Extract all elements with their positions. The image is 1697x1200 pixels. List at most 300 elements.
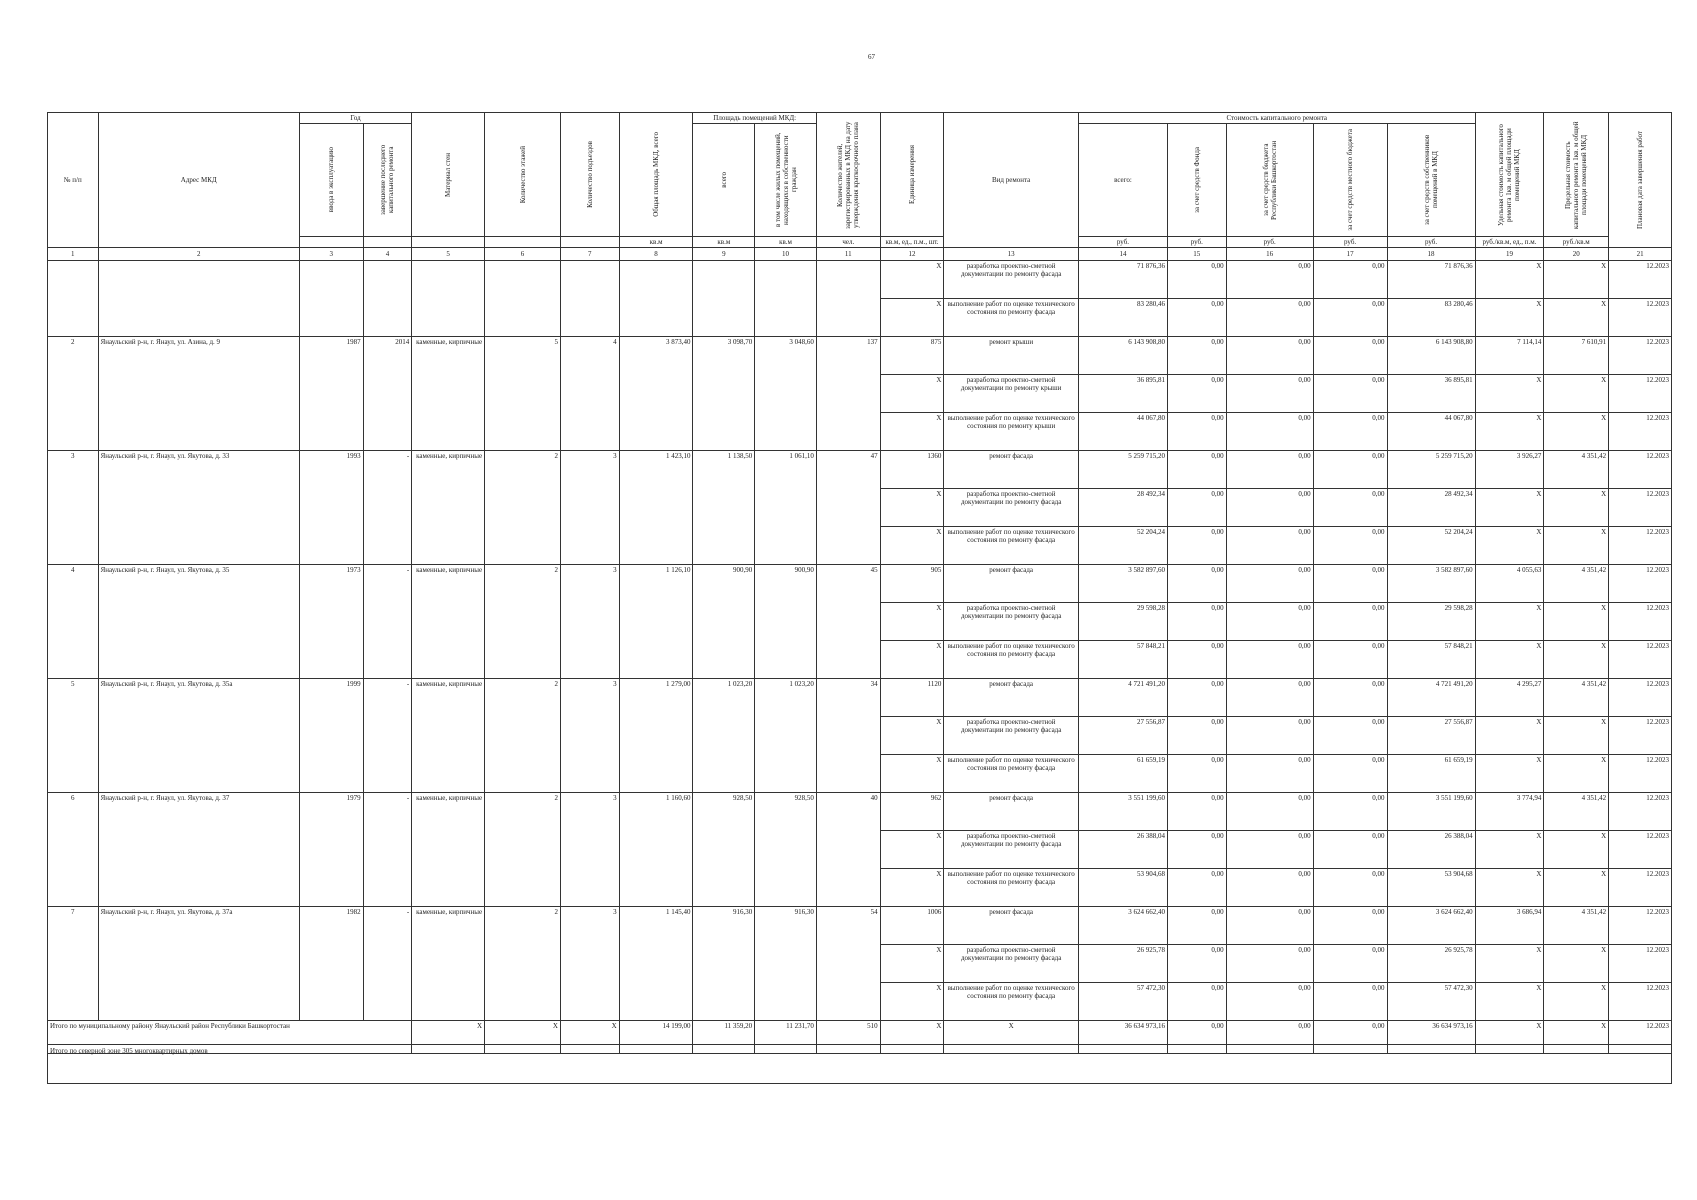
header-commission-year: ввода в эксплуатацию bbox=[299, 124, 363, 237]
area-residential-cell: 1 023,20 bbox=[755, 679, 817, 793]
cost-owners-cell: 4 721 491,20 bbox=[1387, 679, 1475, 717]
planned-date-cell: 12.2023 bbox=[1609, 755, 1672, 793]
planned-date-cell: 12.2023 bbox=[1609, 679, 1672, 717]
unit-cost-cell: 3 774,94 bbox=[1475, 793, 1544, 831]
cost-republic-cell: 0,00 bbox=[1226, 869, 1313, 907]
cost-owners-cell: 57 472,30 bbox=[1387, 983, 1475, 1021]
header-total-area: Общая площадь МКД, всего bbox=[619, 113, 693, 237]
cost-local-cell: 0,00 bbox=[1313, 337, 1387, 375]
cost-republic-cell: 0,00 bbox=[1226, 603, 1313, 641]
planned-date-cell: 12.2023 bbox=[1609, 337, 1672, 375]
planned-date-cell: 12.2023 bbox=[1609, 565, 1672, 603]
header-unit-blank bbox=[299, 237, 363, 248]
unit-cell: X bbox=[880, 603, 944, 641]
planned-date-cell: 12.2023 bbox=[1609, 869, 1672, 907]
limit-cost-cell: 7 610,91 bbox=[1544, 337, 1609, 375]
unit-cost-cell: X bbox=[1475, 641, 1544, 679]
unit-cell: X bbox=[880, 755, 944, 793]
limit-cost-cell: X bbox=[1544, 755, 1609, 793]
cost-total-cell: 26 925,78 bbox=[1078, 945, 1167, 983]
planned-date-cell: 12.2023 bbox=[1609, 261, 1672, 299]
limit-cost-cell: X bbox=[1544, 299, 1609, 337]
planned-date-cell: 12.2023 bbox=[1609, 907, 1672, 945]
repair-type-cell: разработка проектно-сметной документации по ремонту фасада bbox=[944, 489, 1079, 527]
cost-republic-cell: 0,00 bbox=[1226, 641, 1313, 679]
cost-republic-cell: 0,00 bbox=[1226, 489, 1313, 527]
limit-cost-cell: X bbox=[1544, 983, 1609, 1021]
unit-cost-cell: X bbox=[1475, 983, 1544, 1021]
unit-cell: 1360 bbox=[880, 451, 944, 489]
limit-cost-cell: X bbox=[1544, 413, 1609, 451]
page-number: 67 bbox=[868, 53, 875, 61]
total-area-cell: 3 873,40 bbox=[619, 337, 693, 451]
header-unit-9: кв.м bbox=[693, 237, 755, 248]
unit-cost-cell: X bbox=[1475, 717, 1544, 755]
cost-total-cell: 36 895,81 bbox=[1078, 375, 1167, 413]
cost-total-cell: 29 598,28 bbox=[1078, 603, 1167, 641]
repair-type-cell: ремонт фасада bbox=[944, 793, 1079, 831]
unit-cell: X bbox=[880, 983, 944, 1021]
header-last-repair-year: завершение последнего капитального ремонта bbox=[363, 124, 412, 237]
area-residential-cell: 900,90 bbox=[755, 565, 817, 679]
cost-owners-cell: 36 895,81 bbox=[1387, 375, 1475, 413]
cost-local-cell: 0,00 bbox=[1313, 983, 1387, 1021]
area-residential-cell: 3 048,60 bbox=[755, 337, 817, 451]
cost-owners-cell: 26 925,78 bbox=[1387, 945, 1475, 983]
cost-fund-cell: 0,00 bbox=[1167, 755, 1226, 793]
repair-type-cell: ремонт крыши bbox=[944, 337, 1079, 375]
cost-fund-cell: 0,00 bbox=[1167, 299, 1226, 337]
limit-cost-cell: X bbox=[1544, 641, 1609, 679]
unit-cell: X bbox=[880, 489, 944, 527]
address-cell: Янаульский р-н, г. Янаул, ул. Якутова, д. 35 bbox=[98, 565, 299, 679]
cost-local-cell: 0,00 bbox=[1313, 793, 1387, 831]
last-repair-year-cell: 2014 bbox=[363, 337, 412, 451]
total-entrances-cell: X bbox=[560, 1021, 619, 1054]
entrances-cell: 3 bbox=[560, 793, 619, 907]
unit-cell: X bbox=[880, 717, 944, 755]
cost-total-cell: 26 388,04 bbox=[1078, 831, 1167, 869]
column-number-cell: 10 bbox=[755, 248, 817, 261]
north-zone-total-footer bbox=[47, 1044, 1672, 1084]
carry-empty-cell bbox=[619, 261, 693, 337]
cost-republic-cell: 0,00 bbox=[1226, 337, 1313, 375]
repair-type-cell: выполнение работ по оценке технического состояния по ремонту крыши bbox=[944, 413, 1079, 451]
header-planned-date: Плановая дата завершения работ bbox=[1609, 113, 1672, 248]
limit-cost-cell: X bbox=[1544, 869, 1609, 907]
commission-year-cell: 1973 bbox=[299, 565, 363, 679]
cost-local-cell: 0,00 bbox=[1313, 451, 1387, 489]
total-planned-date-cell: 12.2023 bbox=[1609, 1021, 1672, 1054]
limit-cost-cell: 4 351,42 bbox=[1544, 907, 1609, 945]
total-unit-cost-cell: X bbox=[1475, 1021, 1544, 1054]
cost-fund-cell: 0,00 bbox=[1167, 337, 1226, 375]
header-unit-10: кв.м bbox=[755, 237, 817, 248]
table-row bbox=[48, 451, 1672, 489]
header-unit-14: руб. bbox=[1078, 237, 1167, 248]
header-unit-15: руб. bbox=[1167, 237, 1226, 248]
cost-fund-cell: 0,00 bbox=[1167, 717, 1226, 755]
repair-type-cell: ремонт фасада bbox=[944, 451, 1079, 489]
row-number-cell: 5 bbox=[48, 679, 99, 793]
limit-cost-cell: X bbox=[1544, 717, 1609, 755]
planned-date-cell: 12.2023 bbox=[1609, 451, 1672, 489]
header-cost-owners: за счет средств собственников помещений в МКД bbox=[1387, 124, 1475, 237]
planned-date-cell: 12.2023 bbox=[1609, 375, 1672, 413]
cost-republic-cell: 0,00 bbox=[1226, 907, 1313, 945]
header-wall-material: Материал стен bbox=[412, 113, 485, 237]
cost-total-cell: 27 556,87 bbox=[1078, 717, 1167, 755]
cost-republic-cell: 0,00 bbox=[1226, 945, 1313, 983]
residents-cell: 40 bbox=[816, 793, 880, 907]
cost-local-cell: 0,00 bbox=[1313, 869, 1387, 907]
planned-date-cell: 12.2023 bbox=[1609, 527, 1672, 565]
limit-cost-cell: 4 351,42 bbox=[1544, 565, 1609, 603]
table-row bbox=[48, 337, 1672, 375]
cost-republic-cell: 0,00 bbox=[1226, 375, 1313, 413]
unit-cell: 875 bbox=[880, 337, 944, 375]
header-cost-local: за счет средств местного бюджета bbox=[1313, 124, 1387, 237]
total-area-all-cell: 11 359,20 bbox=[693, 1021, 755, 1054]
unit-cost-cell: X bbox=[1475, 375, 1544, 413]
total-wall-material-cell: X bbox=[412, 1021, 485, 1054]
entrances-cell: 3 bbox=[560, 679, 619, 793]
header-unit-8: кв.м bbox=[619, 237, 693, 248]
header-address: Адрес МКД bbox=[98, 113, 299, 248]
cost-republic-cell: 0,00 bbox=[1226, 793, 1313, 831]
header-area-all: всего bbox=[693, 124, 755, 237]
total-area-cell: 1 423,10 bbox=[619, 451, 693, 565]
header-cost-group: Стоимость капитального ремонта bbox=[1078, 113, 1475, 124]
unit-cost-cell: X bbox=[1475, 603, 1544, 641]
header-unit-blank bbox=[363, 237, 412, 248]
total-area-residential-cell: 11 231,70 bbox=[755, 1021, 817, 1054]
total-cost-cell: 36 634 973,16 bbox=[1078, 1021, 1167, 1054]
cost-local-cell: 0,00 bbox=[1313, 679, 1387, 717]
floors-cell: 2 bbox=[485, 907, 561, 1021]
total-area-cell: 1 126,10 bbox=[619, 565, 693, 679]
unit-cost-cell: 3 926,27 bbox=[1475, 451, 1544, 489]
cost-fund-cell: 0,00 bbox=[1167, 375, 1226, 413]
cost-owners-cell: 3 551 199,60 bbox=[1387, 793, 1475, 831]
cost-owners-cell: 3 624 662,40 bbox=[1387, 907, 1475, 945]
cost-total-cell: 61 659,19 bbox=[1078, 755, 1167, 793]
carry-empty-cell bbox=[412, 261, 485, 337]
table-body bbox=[48, 248, 1672, 1054]
cost-fund-cell: 0,00 bbox=[1167, 679, 1226, 717]
cost-owners-cell: 27 556,87 bbox=[1387, 717, 1475, 755]
limit-cost-cell: X bbox=[1544, 945, 1609, 983]
cost-republic-cell: 0,00 bbox=[1226, 451, 1313, 489]
cost-local-cell: 0,00 bbox=[1313, 375, 1387, 413]
carry-empty-cell bbox=[560, 261, 619, 337]
header-residents: Количество жителей, зарегистрированных в МКД на дату утверждения краткосрочного плана bbox=[816, 113, 880, 237]
column-number-cell: 4 bbox=[363, 248, 412, 261]
unit-cost-cell: X bbox=[1475, 299, 1544, 337]
cost-total-cell: 71 876,36 bbox=[1078, 261, 1167, 299]
repair-type-cell: ремонт фасада bbox=[944, 565, 1079, 603]
cost-owners-cell: 83 280,46 bbox=[1387, 299, 1475, 337]
unit-cell: 962 bbox=[880, 793, 944, 831]
area-all-cell: 1 023,20 bbox=[693, 679, 755, 793]
cost-fund-cell: 0,00 bbox=[1167, 831, 1226, 869]
cost-republic-cell: 0,00 bbox=[1226, 717, 1313, 755]
cost-total-cell: 3 624 662,40 bbox=[1078, 907, 1167, 945]
repair-type-cell: ремонт фасада bbox=[944, 907, 1079, 945]
column-number-cell: 3 bbox=[299, 248, 363, 261]
unit-cell: X bbox=[880, 945, 944, 983]
area-residential-cell: 1 061,10 bbox=[755, 451, 817, 565]
row-number-cell: 4 bbox=[48, 565, 99, 679]
column-number-row bbox=[48, 248, 1672, 261]
repair-type-cell: выполнение работ по оценке технического состояния по ремонту фасада bbox=[944, 527, 1079, 565]
unit-cost-cell: X bbox=[1475, 413, 1544, 451]
cost-fund-cell: 0,00 bbox=[1167, 603, 1226, 641]
floors-cell: 2 bbox=[485, 793, 561, 907]
cost-local-cell: 0,00 bbox=[1313, 717, 1387, 755]
cost-local-cell: 0,00 bbox=[1313, 261, 1387, 299]
cost-owners-cell: 57 848,21 bbox=[1387, 641, 1475, 679]
total-repair-type-cell: X bbox=[944, 1021, 1079, 1054]
cost-republic-cell: 0,00 bbox=[1226, 983, 1313, 1021]
total-cost-owners-cell: 36 634 973,16 bbox=[1387, 1021, 1475, 1054]
cost-owners-cell: 3 582 897,60 bbox=[1387, 565, 1475, 603]
column-number-cell: 8 bbox=[619, 248, 693, 261]
total-cost-republic-cell: 0,00 bbox=[1226, 1021, 1313, 1054]
last-repair-year-cell: - bbox=[363, 793, 412, 907]
cost-republic-cell: 0,00 bbox=[1226, 413, 1313, 451]
cost-fund-cell: 0,00 bbox=[1167, 489, 1226, 527]
commission-year-cell: 1982 bbox=[299, 907, 363, 1021]
header-limit-cost: Предельная стоимость капитального ремонта 1кв. м общей площади помещений МКД bbox=[1544, 113, 1609, 237]
unit-cost-cell: X bbox=[1475, 527, 1544, 565]
unit-cell: 1006 bbox=[880, 907, 944, 945]
header-repair-type: Вид ремонта bbox=[944, 113, 1079, 248]
column-number-cell: 19 bbox=[1475, 248, 1544, 261]
cost-total-cell: 44 067,80 bbox=[1078, 413, 1167, 451]
header-unit-16: руб. bbox=[1226, 237, 1313, 248]
cost-republic-cell: 0,00 bbox=[1226, 299, 1313, 337]
header-area-group: Площадь помещений МКД: bbox=[693, 113, 816, 124]
limit-cost-cell: 4 351,42 bbox=[1544, 793, 1609, 831]
unit-cost-cell: 4 055,63 bbox=[1475, 565, 1544, 603]
cost-fund-cell: 0,00 bbox=[1167, 869, 1226, 907]
last-repair-year-cell: - bbox=[363, 451, 412, 565]
cost-owners-cell: 61 659,19 bbox=[1387, 755, 1475, 793]
cost-local-cell: 0,00 bbox=[1313, 831, 1387, 869]
repair-type-cell: разработка проектно-сметной документации по ремонту фасада bbox=[944, 717, 1079, 755]
address-cell: Янаульский р-н, г. Янаул, ул. Якутова, д. 37а bbox=[98, 907, 299, 1021]
header-unit-12: кв.м, ед., п.м., шт. bbox=[880, 237, 944, 248]
column-number-cell: 14 bbox=[1078, 248, 1167, 261]
header-cost-republic: за счет средств бюджета Республики Башкортостан bbox=[1226, 124, 1313, 237]
north-zone-total-label: Итого по северной зоне 305 многоквартирных домов bbox=[50, 1047, 208, 1055]
unit-cell: X bbox=[880, 527, 944, 565]
commission-year-cell: 1987 bbox=[299, 337, 363, 451]
header-cost-fund: за счет средств Фонда bbox=[1167, 124, 1226, 237]
wall-material-cell: каменные, кирпичные bbox=[412, 679, 485, 793]
planned-date-cell: 12.2023 bbox=[1609, 831, 1672, 869]
area-all-cell: 916,30 bbox=[693, 907, 755, 1021]
repair-type-cell: выполнение работ по оценке технического состояния по ремонту фасада bbox=[944, 869, 1079, 907]
total-cost-local-cell: 0,00 bbox=[1313, 1021, 1387, 1054]
total-area-cell: 1 279,00 bbox=[619, 679, 693, 793]
cost-total-cell: 53 904,68 bbox=[1078, 869, 1167, 907]
unit-cell: 1120 bbox=[880, 679, 944, 717]
cost-owners-cell: 53 904,68 bbox=[1387, 869, 1475, 907]
carry-empty-cell bbox=[98, 261, 299, 337]
unit-cost-cell: 4 295,27 bbox=[1475, 679, 1544, 717]
capital-repair-table bbox=[47, 112, 1672, 1054]
unit-cost-cell: X bbox=[1475, 831, 1544, 869]
cost-local-cell: 0,00 bbox=[1313, 603, 1387, 641]
unit-cell: X bbox=[880, 375, 944, 413]
cost-owners-cell: 5 259 715,20 bbox=[1387, 451, 1475, 489]
column-number-cell: 2 bbox=[98, 248, 299, 261]
total-cost-fund-cell: 0,00 bbox=[1167, 1021, 1226, 1054]
cost-owners-cell: 44 067,80 bbox=[1387, 413, 1475, 451]
table-row bbox=[48, 565, 1672, 603]
column-number-cell: 20 bbox=[1544, 248, 1609, 261]
repair-type-cell: выполнение работ по оценке технического состояния по ремонту фасада bbox=[944, 755, 1079, 793]
address-cell: Янаульский р-н, г. Янаул, ул. Якутова, д. 37 bbox=[98, 793, 299, 907]
total-limit-cost-cell: X bbox=[1544, 1021, 1609, 1054]
planned-date-cell: 12.2023 bbox=[1609, 793, 1672, 831]
cost-fund-cell: 0,00 bbox=[1167, 907, 1226, 945]
cost-total-cell: 28 492,34 bbox=[1078, 489, 1167, 527]
limit-cost-cell: 4 351,42 bbox=[1544, 679, 1609, 717]
cost-local-cell: 0,00 bbox=[1313, 413, 1387, 451]
column-number-cell: 21 bbox=[1609, 248, 1672, 261]
cost-total-cell: 6 143 908,80 bbox=[1078, 337, 1167, 375]
residents-cell: 45 bbox=[816, 565, 880, 679]
header-unit-18: руб. bbox=[1387, 237, 1475, 248]
cost-local-cell: 0,00 bbox=[1313, 755, 1387, 793]
planned-date-cell: 12.2023 bbox=[1609, 299, 1672, 337]
area-all-cell: 3 098,70 bbox=[693, 337, 755, 451]
cost-total-cell: 52 204,24 bbox=[1078, 527, 1167, 565]
cost-republic-cell: 0,00 bbox=[1226, 831, 1313, 869]
table-row bbox=[48, 261, 1672, 299]
total-area-cell: 14 199,00 bbox=[619, 1021, 693, 1054]
cost-local-cell: 0,00 bbox=[1313, 945, 1387, 983]
row-number-cell: 3 bbox=[48, 451, 99, 565]
repair-type-cell: разработка проектно-сметной документации по ремонту фасада bbox=[944, 603, 1079, 641]
planned-date-cell: 12.2023 bbox=[1609, 603, 1672, 641]
area-all-cell: 1 138,50 bbox=[693, 451, 755, 565]
wall-material-cell: каменные, кирпичные bbox=[412, 907, 485, 1021]
repair-type-cell: разработка проектно-сметной документации по ремонту крыши bbox=[944, 375, 1079, 413]
column-number-cell: 12 bbox=[880, 248, 944, 261]
unit-cell: X bbox=[880, 261, 944, 299]
unit-cost-cell: X bbox=[1475, 261, 1544, 299]
cost-republic-cell: 0,00 bbox=[1226, 527, 1313, 565]
header-unit-blank bbox=[412, 237, 485, 248]
commission-year-cell: 1993 bbox=[299, 451, 363, 565]
repair-type-cell: ремонт фасада bbox=[944, 679, 1079, 717]
carry-empty-cell bbox=[485, 261, 561, 337]
cost-total-cell: 83 280,46 bbox=[1078, 299, 1167, 337]
total-area-cell: 1 145,40 bbox=[619, 907, 693, 1021]
limit-cost-cell: X bbox=[1544, 527, 1609, 565]
cost-fund-cell: 0,00 bbox=[1167, 565, 1226, 603]
planned-date-cell: 12.2023 bbox=[1609, 641, 1672, 679]
area-all-cell: 928,50 bbox=[693, 793, 755, 907]
residents-cell: 47 bbox=[816, 451, 880, 565]
commission-year-cell: 1979 bbox=[299, 793, 363, 907]
cost-owners-cell: 71 876,36 bbox=[1387, 261, 1475, 299]
cost-total-cell: 3 582 897,60 bbox=[1078, 565, 1167, 603]
cost-fund-cell: 0,00 bbox=[1167, 793, 1226, 831]
cost-republic-cell: 0,00 bbox=[1226, 261, 1313, 299]
limit-cost-cell: X bbox=[1544, 831, 1609, 869]
unit-cell: 905 bbox=[880, 565, 944, 603]
carry-empty-cell bbox=[816, 261, 880, 337]
carry-empty-cell bbox=[299, 261, 363, 337]
cost-total-cell: 5 259 715,20 bbox=[1078, 451, 1167, 489]
wall-material-cell: каменные, кирпичные bbox=[412, 793, 485, 907]
cost-local-cell: 0,00 bbox=[1313, 489, 1387, 527]
planned-date-cell: 12.2023 bbox=[1609, 489, 1672, 527]
total-floors-cell: X bbox=[485, 1021, 561, 1054]
header-unit-blank bbox=[560, 237, 619, 248]
column-number-cell: 16 bbox=[1226, 248, 1313, 261]
column-number-cell: 18 bbox=[1387, 248, 1475, 261]
column-number-cell: 5 bbox=[412, 248, 485, 261]
cost-local-cell: 0,00 bbox=[1313, 527, 1387, 565]
district-total-label: Итого по муниципальному району Янаульский район Республики Башкортостан bbox=[48, 1021, 412, 1054]
limit-cost-cell: X bbox=[1544, 489, 1609, 527]
capital-repair-table-sheet bbox=[47, 112, 1672, 1054]
address-cell: Янаульский р-н, г. Янаул, ул. Азина, д. 9 bbox=[98, 337, 299, 451]
repair-type-cell: выполнение работ по оценке технического состояния по ремонту фасада bbox=[944, 299, 1079, 337]
floors-cell: 2 bbox=[485, 451, 561, 565]
table-row bbox=[48, 907, 1672, 945]
carry-empty-cell bbox=[755, 261, 817, 337]
cost-fund-cell: 0,00 bbox=[1167, 527, 1226, 565]
header-unit-17: руб. bbox=[1313, 237, 1387, 248]
floors-cell: 2 bbox=[485, 679, 561, 793]
cost-owners-cell: 26 388,04 bbox=[1387, 831, 1475, 869]
unit-cell: X bbox=[880, 641, 944, 679]
cost-local-cell: 0,00 bbox=[1313, 565, 1387, 603]
cost-owners-cell: 29 598,28 bbox=[1387, 603, 1475, 641]
carry-empty-cell bbox=[363, 261, 412, 337]
cost-local-cell: 0,00 bbox=[1313, 907, 1387, 945]
planned-date-cell: 12.2023 bbox=[1609, 983, 1672, 1021]
column-number-cell: 17 bbox=[1313, 248, 1387, 261]
cost-total-cell: 3 551 199,60 bbox=[1078, 793, 1167, 831]
unit-cell: X bbox=[880, 831, 944, 869]
header-year-group: Год bbox=[299, 113, 411, 124]
cost-total-cell: 57 848,21 bbox=[1078, 641, 1167, 679]
cost-owners-cell: 6 143 908,80 bbox=[1387, 337, 1475, 375]
cost-total-cell: 4 721 491,20 bbox=[1078, 679, 1167, 717]
cost-owners-cell: 28 492,34 bbox=[1387, 489, 1475, 527]
address-cell: Янаульский р-н, г. Янаул, ул. Якутова, д. 33 bbox=[98, 451, 299, 565]
floors-cell: 5 bbox=[485, 337, 561, 451]
row-number-cell: 6 bbox=[48, 793, 99, 907]
cost-fund-cell: 0,00 bbox=[1167, 983, 1226, 1021]
cost-fund-cell: 0,00 bbox=[1167, 413, 1226, 451]
column-number-cell: 6 bbox=[485, 248, 561, 261]
column-number-cell: 15 bbox=[1167, 248, 1226, 261]
cost-fund-cell: 0,00 bbox=[1167, 641, 1226, 679]
planned-date-cell: 12.2023 bbox=[1609, 413, 1672, 451]
unit-cost-cell: X bbox=[1475, 755, 1544, 793]
repair-type-cell: выполнение работ по оценке технического состояния по ремонту фасада bbox=[944, 983, 1079, 1021]
header-cost-total: всего: bbox=[1078, 124, 1167, 237]
